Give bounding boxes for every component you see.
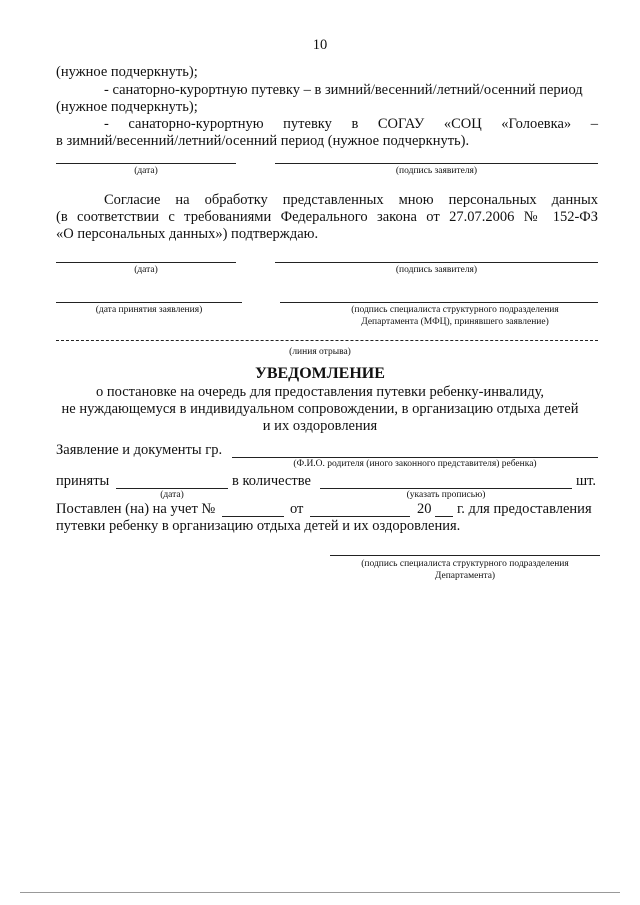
fio-hint: (Ф.И.О. родителя (иного законного представителя) ребенка)	[293, 459, 537, 469]
date-hint-2: (дата)	[134, 265, 158, 275]
intro-line-2: - санаторно-курортную путевку – в зимний/весенний/летний/осенний период	[104, 82, 583, 98]
purpose-line-2: путевки ребенку в организацию отдыха детей и их оздоровления.	[56, 518, 461, 534]
words-hint: (указать прописью)	[406, 490, 486, 500]
specialist-hint-2: Департамента (МФЦ), принявшего заявление)	[361, 317, 549, 327]
intro-line-5: в зимний/весенний/летний/осенний период (нужное подчеркнуть).	[56, 133, 470, 149]
specialist-hint-1: (подпись специалиста структурного подразделения	[351, 305, 559, 315]
notice-line-1: о постановке на очередь для предоставления путевки ребенку-инвалиду,	[95, 384, 545, 400]
quantity-label: в количестве	[232, 473, 311, 489]
docs-label: Заявление и документы гр.	[56, 442, 223, 458]
bottom-divider	[20, 892, 620, 893]
year-prefix: 20	[417, 501, 432, 517]
specialist-signature-line[interactable]	[280, 302, 598, 303]
date-line-1[interactable]	[56, 163, 236, 164]
date-line-2[interactable]	[56, 262, 236, 263]
signature-hint-1: (подпись заявителя)	[395, 166, 478, 176]
cut-line	[56, 340, 598, 341]
final-hint-2: Департамента)	[434, 571, 496, 581]
signature-line-2[interactable]	[275, 262, 598, 263]
cut-line-label: (линия отрыва)	[289, 347, 351, 357]
final-signature-line[interactable]	[330, 555, 600, 556]
date-hint-1: (дата)	[134, 166, 158, 176]
intro-line-3: (нужное подчеркнуть);	[56, 99, 198, 115]
registered-label: Поставлен (на) на учет №	[56, 501, 216, 517]
notice-line-3: и их оздоровления	[262, 418, 378, 434]
consent-line-3: «О персональных данных») подтверждаю.	[56, 226, 319, 242]
final-hint-1: (подпись специалиста структурного подразделения	[361, 559, 569, 569]
intro-line-1: (нужное подчеркнуть);	[56, 64, 198, 80]
accept-date-hint: (дата принятия заявления)	[95, 305, 203, 315]
signature-line-1[interactable]	[275, 163, 598, 164]
signature-hint-2: (подпись заявителя)	[395, 265, 478, 275]
notice-line-2: не нуждающемуся в индивидуальном сопровождении, в организацию отдыха детей	[61, 401, 579, 417]
page-number: 10	[312, 37, 328, 53]
quantity-field[interactable]	[320, 488, 572, 489]
consent-line-1: Согласие на обработку представленных мною персональных данных	[104, 192, 598, 208]
accept-date-line[interactable]	[56, 302, 242, 303]
intro-line-4: - санаторно-курортную путевку в СОГАУ «СОЦ «Голоевка» –	[104, 116, 598, 132]
consent-line-2: (в соответствии с требованиями Федерального закона от 27.07.2006 № 152-ФЗ	[56, 209, 598, 225]
pcs-label: шт.	[576, 473, 597, 489]
year-suffix-field[interactable]	[435, 516, 453, 517]
accept-date-field[interactable]	[116, 488, 228, 489]
accepted-label: приняты	[56, 473, 110, 489]
registration-number-field[interactable]	[222, 516, 284, 517]
purpose-label: г. для предоставления	[457, 501, 592, 517]
registration-date-field[interactable]	[310, 516, 410, 517]
fio-line[interactable]	[232, 457, 598, 458]
date-hint-3: (дата)	[160, 490, 184, 500]
from-label: от	[290, 501, 304, 517]
notice-title: УВЕДОМЛЕНИЕ	[255, 365, 385, 382]
